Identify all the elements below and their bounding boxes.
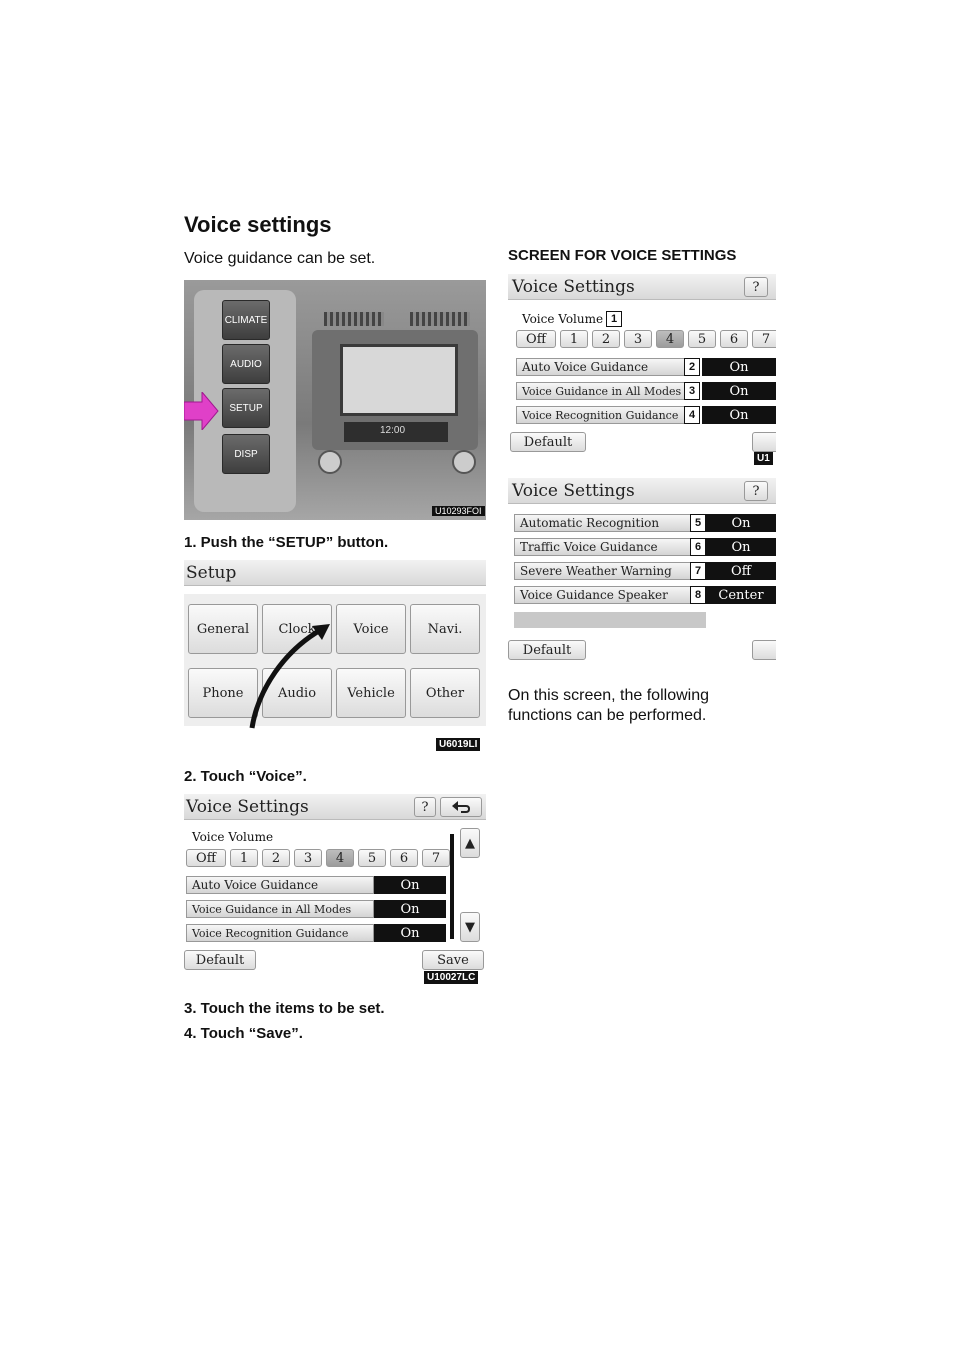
default-button[interactable]: Default bbox=[184, 950, 256, 970]
lcd-clock: 12:00 bbox=[380, 425, 406, 436]
help-button[interactable]: ? bbox=[744, 481, 768, 501]
severe-weather-warning-value[interactable]: Off bbox=[706, 562, 776, 580]
guidance-all-modes-value[interactable]: On bbox=[374, 900, 446, 918]
screen-heading: SCREEN FOR VOICE SETTINGS bbox=[508, 247, 737, 264]
other-button[interactable]: Other bbox=[410, 668, 480, 718]
general-button[interactable]: General bbox=[188, 604, 258, 654]
save-button[interactable]: Save bbox=[422, 950, 484, 970]
screen1-title: Voice Settings bbox=[508, 274, 776, 300]
audio-button[interactable]: AUDIO bbox=[222, 344, 270, 384]
disp-button[interactable]: DISP bbox=[222, 434, 270, 474]
phone-button[interactable]: Phone bbox=[188, 668, 258, 718]
navi-button[interactable]: Navi. bbox=[410, 604, 480, 654]
clock-button[interactable]: Clock bbox=[262, 604, 332, 654]
callout-7: 7 bbox=[690, 562, 706, 580]
right-knob[interactable] bbox=[452, 450, 476, 474]
console-photo bbox=[184, 280, 486, 520]
step-1: 1. Push the “SETUP” button. bbox=[184, 534, 389, 551]
volume-3[interactable]: 3 bbox=[624, 330, 652, 348]
auto-voice-guidance-value[interactable]: On bbox=[702, 358, 776, 376]
scroll-up-icon: ▲ bbox=[465, 835, 475, 851]
save-button-partial[interactable] bbox=[752, 432, 776, 452]
volume-6[interactable]: 6 bbox=[720, 330, 748, 348]
volume-7[interactable]: 7 bbox=[422, 849, 450, 867]
display-screen bbox=[340, 344, 458, 416]
recognition-guidance-value[interactable]: On bbox=[702, 406, 776, 424]
setup-screen bbox=[184, 560, 486, 756]
volume-7[interactable]: 7 bbox=[752, 330, 776, 348]
figure-code: U6019LI bbox=[436, 738, 480, 751]
automatic-recognition-label[interactable]: Automatic Recognition bbox=[514, 514, 692, 532]
air-vent-left bbox=[324, 312, 384, 326]
guidance-all-modes-value[interactable]: On bbox=[702, 382, 776, 400]
empty-row bbox=[514, 612, 706, 628]
volume-4[interactable]: 4 bbox=[656, 330, 684, 348]
traffic-voice-guidance-label[interactable]: Traffic Voice Guidance bbox=[514, 538, 692, 556]
volume-2[interactable]: 2 bbox=[592, 330, 620, 348]
auto-voice-guidance-label[interactable]: Auto Voice Guidance bbox=[186, 876, 374, 894]
volume-1[interactable]: 1 bbox=[230, 849, 258, 867]
voice-screen-title: Voice Settings bbox=[184, 794, 486, 820]
volume-off[interactable]: Off bbox=[186, 849, 226, 867]
help-button[interactable]: ? bbox=[414, 797, 436, 817]
volume-5[interactable]: 5 bbox=[688, 330, 716, 348]
touch-arrow-icon bbox=[244, 620, 334, 730]
screen2-title: Voice Settings bbox=[508, 478, 776, 504]
section-title: Voice settings bbox=[184, 212, 332, 237]
auto-voice-guidance-label[interactable]: Auto Voice Guidance bbox=[516, 358, 690, 376]
recognition-guidance-label[interactable]: Voice Recognition Guidance bbox=[516, 406, 690, 424]
severe-weather-warning-label[interactable]: Severe Weather Warning bbox=[514, 562, 692, 580]
figure-code: U1 bbox=[754, 452, 773, 465]
volume-1[interactable]: 1 bbox=[560, 330, 588, 348]
volume-2[interactable]: 2 bbox=[262, 849, 290, 867]
intro-text: Voice guidance can be set. bbox=[184, 250, 376, 267]
air-vent-right bbox=[410, 312, 470, 326]
voice-button[interactable]: Voice bbox=[336, 604, 406, 654]
step-2: 2. Touch “Voice”. bbox=[184, 768, 307, 785]
scroll-down-icon: ▼ bbox=[465, 919, 475, 935]
callout-8: 8 bbox=[690, 586, 706, 604]
callout-1: 1 bbox=[606, 311, 622, 327]
recognition-guidance-value[interactable]: On bbox=[374, 924, 446, 942]
voice-settings-screen bbox=[184, 794, 486, 988]
voice-volume-label: Voice Volume bbox=[522, 312, 604, 326]
default-button[interactable]: Default bbox=[508, 640, 586, 660]
back-arrow-icon bbox=[451, 800, 471, 814]
callout-5: 5 bbox=[690, 514, 706, 532]
setup-button[interactable]: SETUP bbox=[222, 388, 270, 428]
callout-6: 6 bbox=[690, 538, 706, 556]
left-knob[interactable] bbox=[318, 450, 342, 474]
volume-6[interactable]: 6 bbox=[390, 849, 418, 867]
scroll-track bbox=[450, 834, 454, 939]
default-button[interactable]: Default bbox=[510, 432, 586, 452]
voice-settings-screen-2 bbox=[508, 478, 776, 666]
description-paragraph: On this screen, the following functions can be performed. bbox=[508, 687, 709, 724]
step-4: 4. Touch “Save”. bbox=[184, 1025, 303, 1042]
auto-voice-guidance-value[interactable]: On bbox=[374, 876, 446, 894]
climate-lcd bbox=[344, 422, 448, 442]
setup-screen-title: Setup bbox=[184, 560, 486, 586]
scroll-up-button[interactable] bbox=[460, 828, 480, 858]
voice-volume-label: Voice Volume bbox=[192, 830, 274, 844]
callout-2: 2 bbox=[684, 358, 700, 376]
help-button[interactable]: ? bbox=[744, 277, 768, 297]
voice-settings-screen-1 bbox=[508, 274, 776, 466]
guidance-all-modes-label[interactable]: Voice Guidance in All Modes bbox=[186, 900, 374, 918]
volume-5[interactable]: 5 bbox=[358, 849, 386, 867]
climate-button[interactable]: CLIMATE bbox=[222, 300, 270, 340]
volume-off[interactable]: Off bbox=[516, 330, 556, 348]
pointer-arrow-icon bbox=[184, 392, 220, 430]
automatic-recognition-value[interactable]: On bbox=[706, 514, 776, 532]
recognition-guidance-label[interactable]: Voice Recognition Guidance bbox=[186, 924, 374, 942]
step-3: 3. Touch the items to be set. bbox=[184, 1000, 385, 1017]
scroll-down-button[interactable] bbox=[460, 912, 480, 942]
guidance-all-modes-label[interactable]: Voice Guidance in All Modes bbox=[516, 382, 690, 400]
callout-3: 3 bbox=[684, 382, 700, 400]
voice-guidance-speaker-value[interactable]: Center bbox=[706, 586, 776, 604]
back-button[interactable] bbox=[440, 797, 482, 817]
audio-button[interactable]: Audio bbox=[262, 668, 332, 718]
volume-4[interactable]: 4 bbox=[326, 849, 354, 867]
voice-guidance-speaker-label[interactable]: Voice Guidance Speaker bbox=[514, 586, 692, 604]
vehicle-button[interactable]: Vehicle bbox=[336, 668, 406, 718]
traffic-voice-guidance-value[interactable]: On bbox=[706, 538, 776, 556]
volume-3[interactable]: 3 bbox=[294, 849, 322, 867]
callout-4: 4 bbox=[684, 406, 700, 424]
figure-code: U10293FOI bbox=[432, 506, 485, 516]
figure-code: U10027LC bbox=[424, 971, 478, 984]
save-button-partial[interactable] bbox=[752, 640, 776, 660]
